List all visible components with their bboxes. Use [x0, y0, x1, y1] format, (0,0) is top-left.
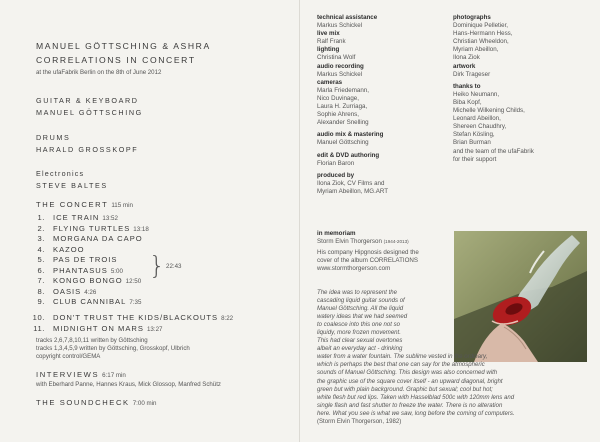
track-row: 2. FLYING TURTLES 13:18 [37, 223, 149, 233]
credit-label: lighting [317, 46, 340, 54]
track-name: FLYING TURTLES [53, 223, 131, 233]
track-name: OASIS [53, 286, 82, 296]
interviews-label: INTERVIEWS [36, 370, 100, 379]
memoriam-text: His company Hipgnosis designed the [317, 249, 419, 256]
track-time: 4:26 [84, 288, 97, 296]
credit-name: Dirk Trageser [453, 70, 491, 78]
track-row: 6. PHANTASUS 5:00 [37, 265, 123, 275]
writers-line2: tracks 1,3,4,5,9 written by Göttsching, Grosskopf, Ulbrich [36, 345, 190, 352]
track-row: 10. DON'T TRUST THE KIDS/BLACKOUTS 8:22 [32, 313, 234, 322]
track-time: 8:22 [221, 315, 234, 322]
interviews-duration: 6:17 min [102, 372, 126, 379]
track-name: KAZOO [53, 244, 85, 254]
credit-label: audio mix & mastering [317, 131, 384, 139]
interviews-heading [36, 370, 126, 379]
soundcheck-label: THE SOUNDCHECK [36, 398, 130, 407]
track-row: 7. KONGO BONGO 12:50 [37, 276, 142, 285]
memoriam-label: in memoriam [317, 230, 356, 237]
credit-label: artwork [453, 62, 476, 70]
credit-name: Shereen Chaudhry, [453, 123, 507, 131]
credit-label: produced by [317, 171, 355, 179]
credit-role-electronics: Electronics [36, 169, 85, 178]
concert-duration: 115 min [111, 202, 133, 209]
credit-label: live mix [317, 30, 340, 38]
track-name: MORGANA DA CAPO [53, 234, 143, 243]
concert-label: THE CONCERT [36, 200, 109, 209]
soundcheck-duration: 7:00 min [132, 400, 157, 407]
track-name: DON'T TRUST THE KIDS/BLACKOUTS [53, 313, 219, 322]
credit-name: Leonard Abeillon, [453, 115, 501, 123]
credit-name-guitar: MANUEL GÖTTSCHING [36, 108, 143, 117]
credit-name: Myriam Abeillon, [453, 46, 499, 54]
credit-name: for their support [453, 155, 497, 163]
credit-name: and the team of the ufaFabrik [453, 147, 534, 155]
concert-heading [36, 200, 133, 209]
track-row: 11. MIDNIGHT ON MARS 13:27 [33, 323, 163, 333]
credit-label: photographs [453, 14, 491, 21]
credit-name: Christian Wheeldon, [453, 38, 509, 46]
medley-brace: } [149, 251, 165, 280]
credit-label: audio recording [317, 62, 364, 70]
album-title-line1: MANUEL GÖTTSCHING & ASHRA [36, 41, 211, 51]
credit-name: Stefan Kösling, [453, 131, 495, 139]
credits-column-1 [317, 14, 447, 196]
credit-name-electronics: STEVE BALTES [36, 181, 108, 190]
track-row: 1. ICE TRAIN 13:52 [37, 213, 118, 222]
writers-line1: tracks 2,6,7,8,10,11 written by Göttsching [36, 337, 148, 344]
concert-subtitle: at the ufaFabrik Berlin on the 8th of June 2012 [36, 69, 162, 76]
track-time: 13:27 [146, 325, 163, 333]
credit-name: Ralf Frank [317, 38, 346, 46]
credit-label: technical assistance [317, 14, 378, 21]
memoriam-years: (1944-2013) [383, 239, 409, 244]
credit-name: Markus Schickel [317, 70, 363, 78]
track-time: 7:35 [129, 299, 142, 306]
credit-label: thanks to [453, 82, 481, 90]
memoriam-name: Storm Elvin Thorgerson [317, 238, 382, 245]
right-page [300, 0, 600, 442]
track-time: 13:18 [133, 225, 149, 233]
track-time: 12:50 [125, 278, 142, 285]
credit-name: Ilona Ziok [453, 54, 480, 62]
track-row: 4. KAZOO [37, 244, 85, 254]
credit-name: Christina Wolf [317, 54, 356, 62]
track-name: PAS DE TROIS [53, 255, 118, 264]
track-name: MIDNIGHT ON MARS [53, 323, 144, 333]
credit-name: Heiko Neumann, [453, 90, 500, 98]
credit-name: Sophie Ahrens, [317, 111, 359, 119]
credit-name: Michelle Wilkening Childs, [453, 107, 525, 115]
track-row: 3. MORGANA DA CAPO [37, 234, 143, 243]
credit-name: Hans-Hermann Hess, [453, 30, 513, 38]
credit-name: Biba Kopf, [453, 98, 482, 106]
track-time: 5:00 [110, 267, 123, 275]
credit-name: Marla Friedemann, [317, 86, 369, 94]
credits-column-2 [453, 14, 598, 164]
medley-time: 22:43 [166, 263, 182, 270]
credit-name: Myriam Abeillon, MG.ART [317, 187, 389, 195]
track-row: 9. CLUB CANNIBAL 7:35 [37, 297, 142, 306]
track-time: 13:52 [102, 215, 118, 222]
album-title-line2: CORRELATIONS IN CONCERT [36, 55, 196, 65]
credit-name: Manuel Göttsching [317, 139, 369, 147]
track-row: 5. PAS DE TROIS [37, 255, 118, 264]
credit-role-drums: DRUMS [36, 133, 71, 142]
credit-name: Alexander Snelling [317, 119, 369, 127]
copyright-line: copyright control/GEMA [36, 353, 101, 360]
in-memoriam [317, 230, 452, 273]
credit-name: Dominique Pelletier, [453, 22, 509, 30]
credit-name: Nico Duvinage, [317, 94, 359, 102]
track-name: ICE TRAIN [53, 213, 100, 222]
credit-name: Markus Schickel [317, 22, 363, 30]
soundcheck-heading [36, 398, 156, 407]
cover-design-quote: The idea was to represent the cascading liquid guitar sounds of Manuel Göttsching. All the liquid watery ideas that we had seemed to coalesce into this one not so liquidy, more frozen movement. This had clear sexual overtones albeit an everyday act - drinking water from a water fountain. The sublime vested in the ordinary, which is perhaps the best that one can say for the atmospheric sounds of Manuel Göttsching. This design was also concerned with the graphic use of the square cover itself - an upward diagonal, bright green but with plain background. Graphic but sexual; cool but hot; white flesh but red lips. Taken with Hasselblad 500c with 120mm lens and single flash and fast shutter to freeze the water. There is no alteration here. What you see is what we saw, long before the coming of computers. (Storm Elvin Thorgerson, 1982) [317, 290, 515, 425]
credit-role-guitar: GUITAR & KEYBOARD [36, 96, 139, 105]
credit-name: Laura H. Zurriaga, [317, 103, 368, 111]
credit-name-drums: HARALD GROSSKOPF [36, 145, 139, 154]
credit-name: Ilona Ziok, CV Films and [317, 179, 385, 187]
track-name: KONGO BONGO [53, 276, 123, 285]
memoriam-link[interactable]: www.stormthorgerson.com [317, 265, 391, 272]
credit-name: Brian Burman [453, 139, 491, 147]
credit-label: edit & DVD authoring [317, 151, 380, 159]
track-row: 8. OASIS 4:26 [37, 286, 97, 296]
credit-name: Florian Baron [317, 159, 355, 167]
interviews-with: with Eberhard Panne, Hannes Kraus, Mick Glossop, Manfred Schütz [36, 381, 221, 388]
track-name: CLUB CANNIBAL [53, 297, 127, 306]
credit-label: cameras [317, 78, 343, 86]
track-name: PHANTASUS [53, 265, 108, 275]
memoriam-text: cover of the album CORRELATIONS [317, 257, 418, 264]
